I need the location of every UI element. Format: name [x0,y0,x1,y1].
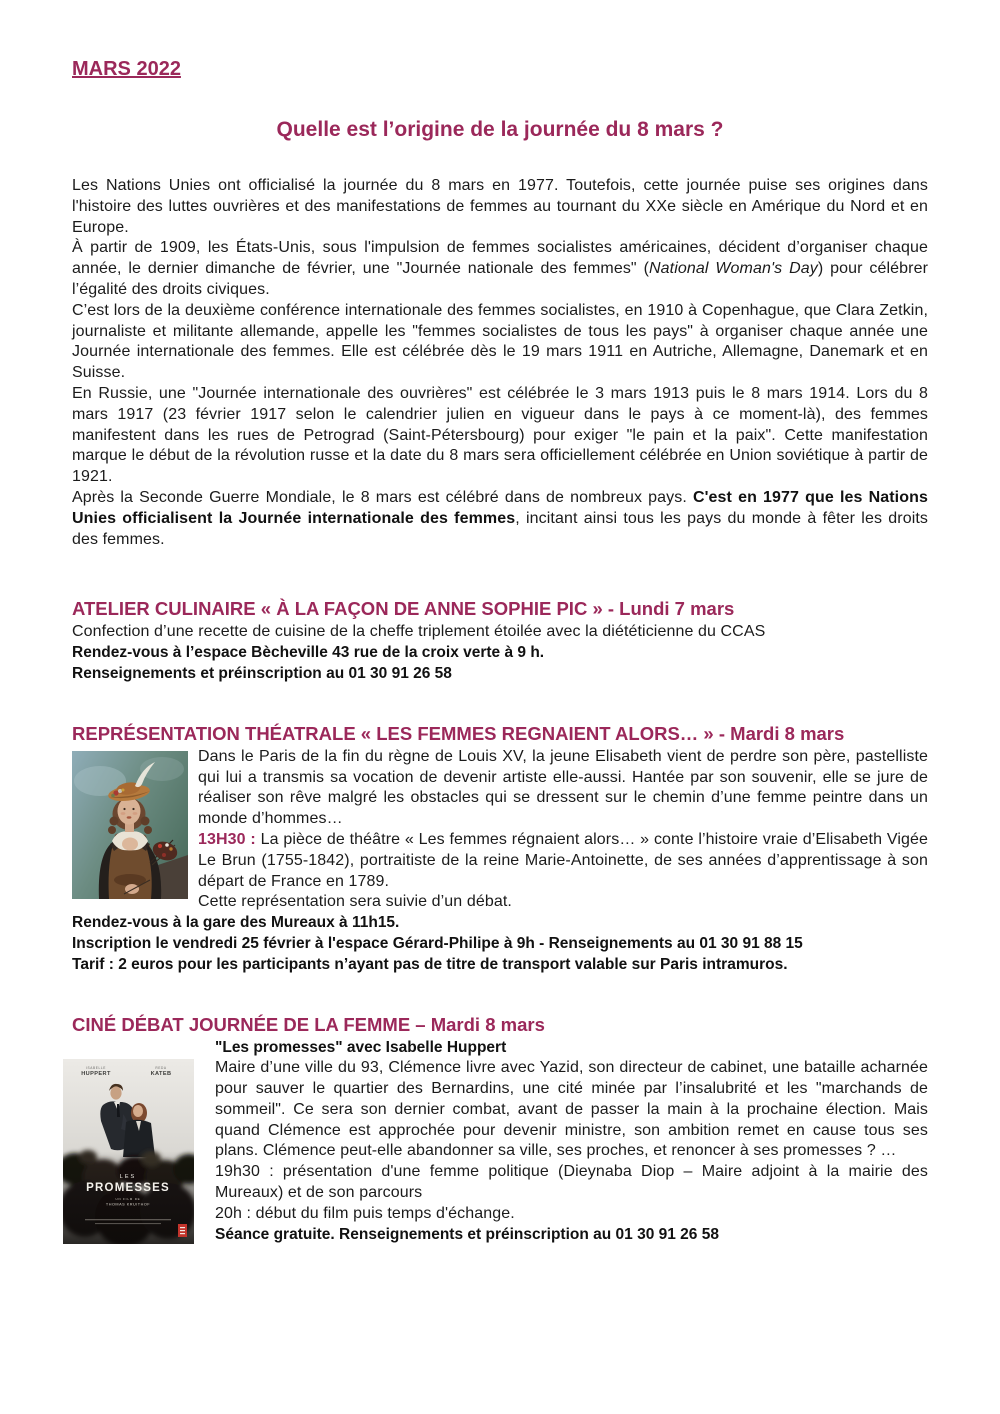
movie-poster-graphic [63,1059,194,1244]
event-theatre-inscription: Inscription le vendredi 25 février à l'espace Gérard-Philipe à 9h - Renseignements au 01 30 91 88 15 [72,934,803,952]
italic-national-womans-day: National Woman's Day [649,260,818,278]
poster-title-les: LES [119,1173,137,1180]
intro-p5-text-end: , incitant ainsi tous les pays du monde à fêter les droits des femmes. [72,509,928,548]
event-cine-title: CINÉ DÉBAT JOURNÉE DE LA FEMME – Mardi 8 mars [72,1013,545,1035]
event-atelier-rendezvous: Rendez-vous à l’espace Bècheville 43 rue de la croix verte à 9 h. [72,644,545,662]
intro-p2-text: À partir de 1909, les États-Unis, sous l'impulsion de femmes socialistes américaines, décident d’organiser chaque année, le dernier dimanche de février, une "Journée nationale des femmes" ( [72,239,928,278]
event-atelier-title: ATELIER CULINAIRE « À LA FAÇON DE ANNE SOPHIE PIC » - Lundi 7 mars [72,598,735,620]
poster-actor2-first: REDA [155,1065,167,1070]
event-cine-schedule-20h: 20h : début du film puis temps d'échange. [215,1204,515,1222]
poster-director-name: THOMAS KRUITHOF [105,1202,151,1206]
intro-text-block [72,176,928,550]
event-theatre-time-label: 13H30 : [198,830,256,848]
poster-credit-label: UN FILM DE [115,1196,141,1201]
intro-paragraph-3: C’est lors de la deuxième conférence internationale des femmes socialistes, en 1910 à Copenhague, que Clara Zetkin, journaliste et militante allemande, appelle les "femmes socialistes de tous les pays" à organiser chaque année une Journée internationale des femmes. Elle est célébrée dès le 19 mars 1911 en Autriche, Allemagne, Danemark et en Suisse. [72,301,928,382]
page-title: Quelle est l’origine de la journée du 8 mars ? [276,118,724,141]
event-theatre-debate-note: Cette représentation sera suivie d’un débat. [198,893,512,911]
intro-paragraph-1: Les Nations Unies ont officialisé la journée du 8 mars en 1977. Toutefois, cette journée puise ses origines dans l'histoire des luttes ouvrières et des manifestations de femmes au tournant du XXe siècle en Amérique du Nord et en Europe. [72,177,928,236]
poster-actor1-last: HUPPERT [81,1070,111,1077]
event-atelier-culinaire [72,596,928,684]
event-cine-synopsis: Maire d’une ville du 93, Clémence livre avec Yazid, son directeur de cabinet, une bataille acharnée pour sauver le quartier des Bernardins, une cité minée par l’insalubrité et les "marchands de sommeil". Ce sera son dernier combat, avant de passer la main à la prochaine élection. Mais quand Clémence est approchée pour devenir ministre, son ambition remet en cause tous ses plans. Clémence peut-elle abandonner sa ville, ses proches, et renoncer à ses promesses ? … [215,1059,928,1160]
poster-actor2-last: KATEB [150,1070,172,1077]
poster-distributor-logo [178,1224,187,1237]
les-promesses-movie-poster [63,1059,194,1244]
event-cine-debat [72,1012,928,1246]
event-atelier-description: Confection d’une recette de cuisine de la cheffe triplement étoilée avec la diététicienne du CCAS [72,623,766,641]
bold-1977-officialisation: C'est en 1977 que les Nations Unies officialisent la Journée internationale des femmes [72,488,928,527]
event-theatre-time-paragraph [198,830,928,892]
intro-paragraph-4: En Russie, une "Journée internationale des ouvrières" est célébrée le 3 mars 1913 puis le 8 mars 1914. Lors du 8 mars 1917 (23 février 1917 selon le calendrier julien en vigueur dans le pays à ce moment-là), des femmes manifestent dans les rues de Petrograd (Saint-Pétersbourg) pour exiger "le pain et la paix". Cette manifestation marque le début de la révolution russe et la date du 8 mars sera officiellement célébrée en Union soviétique à partir de 1921. [72,384,928,486]
painting-face [118,797,141,824]
event-theatre-rendezvous: Rendez-vous à la gare des Mureaux à 11h15. [72,914,400,932]
poster-actor1-first: ISABELLE [86,1065,106,1070]
event-cine-schedule-1930: 19h30 : présentation d'une femme politique (Dieynaba Diop – Maire adjoint à la mairie des Mureaux) et de son parcours [215,1163,928,1202]
event-theatre-title: REPRÉSENTATION THÉATRALE « LES FEMMES REGNAIENT ALORS… » - Mardi 8 mars [72,722,845,744]
event-theatre-synopsis: Dans le Paris de la fin du règne de Louis XV, la jeune Elisabeth vient de perdre son père, pastelliste qui lui a transmis sa vocation de devenir artiste elle-aussi. Hantée par son souvenir, elle se jure de réaliser son rêve malgré les obstacles qui se dressent sur le chemin d’une femme peintre dans un monde d’hommes… [198,747,928,828]
event-theatre-tarif: Tarif : 2 euros pour les participants n’ayant pas de titre de transport valable sur Paris intramuros. [72,955,788,973]
event-cine-subtitle: "Les promesses" avec Isabelle Huppert [215,1038,507,1056]
event-theatre-play-description: La pièce de théâtre « Les femmes régnaient alors… » conte l’histoire vraie d’Elisabeth Vigée Le Brun (1755-1842), portraitiste de la reine Marie-Antoinette, de ses années d’apprentissage à son départ de France en 1789. [198,830,928,890]
intro-p2-text-end: ) pour célébrer l’égalité des droits civiques. [72,260,929,298]
poster-title-promesses: PROMESSES [86,1181,170,1194]
event-cine-free-session: Séance gratuite. Renseignements et préinscription au 01 30 91 26 58 [215,1225,719,1243]
intro-p5-text: Après la Seconde Guerre Mondiale, le 8 mars est célébré dans de nombreux pays. [72,488,693,506]
intro-paragraph-2 [72,238,928,300]
page-kicker: MARS 2022 [72,58,181,80]
vigee-le-brun-self-portrait-image [72,751,188,899]
event-theatre-body [198,747,928,913]
event-representation-theatrale [72,721,928,976]
event-atelier-contact: Renseignements et préinscription au 01 30 91 26 58 [72,664,452,682]
intro-paragraph-5 [72,488,928,550]
event-cine-body [81,1038,928,1246]
portrait-painting-graphic [72,751,188,899]
